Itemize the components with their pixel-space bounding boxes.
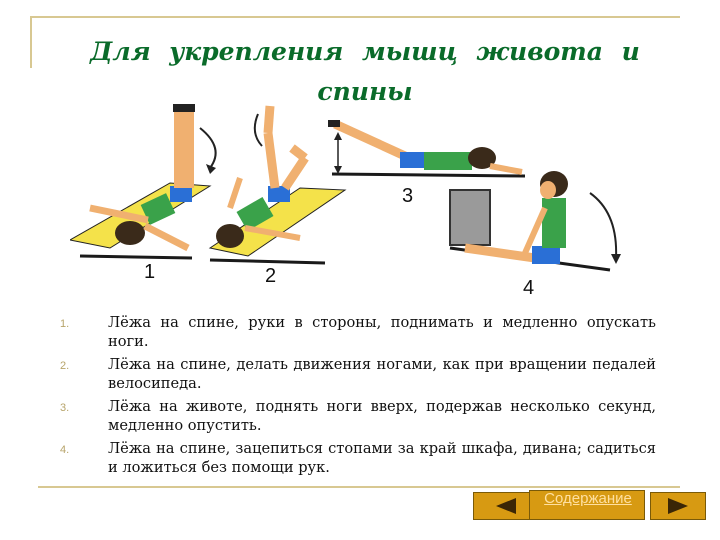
exercise-4-label: 4 bbox=[523, 277, 535, 298]
list-item-text: Лёжа на спине, делать движения ногами, как при вращении педалей велосипеда. bbox=[108, 356, 656, 392]
exercise-3-label: 3 bbox=[402, 185, 414, 207]
exercise-list bbox=[60, 313, 656, 481]
list-item-number: 2. bbox=[60, 360, 70, 372]
exercise-2-figure bbox=[210, 106, 345, 287]
list-item-text: Лёжа на спине, руки в стороны, поднимать и медленно опускать ноги. bbox=[108, 314, 656, 350]
exercise-1-figure bbox=[70, 104, 216, 283]
exercise-illustration bbox=[70, 98, 650, 298]
slide-title: Для укрепления мышц живота и спины bbox=[90, 37, 640, 106]
contents-button-label: Содержание bbox=[544, 490, 632, 507]
list-item bbox=[60, 313, 656, 351]
list-item-number: 4. bbox=[60, 444, 70, 456]
exercise-1-label: 1 bbox=[144, 261, 156, 283]
triangle-right-icon bbox=[666, 497, 690, 515]
exercise-3-figure bbox=[328, 120, 525, 207]
exercise-4-figure bbox=[450, 171, 621, 298]
exercise-2-label: 2 bbox=[265, 265, 277, 287]
list-item-number: 1. bbox=[60, 318, 70, 330]
next-button[interactable] bbox=[650, 492, 706, 520]
list-item-number: 3. bbox=[60, 402, 70, 414]
list-item bbox=[60, 397, 656, 435]
top-divider bbox=[30, 16, 680, 18]
left-divider bbox=[30, 16, 32, 68]
list-item-text: Лёжа на спине, зацепиться стопами за край шкафа, дивана; садиться и ложиться без помощи рук. bbox=[108, 440, 656, 476]
list-item bbox=[60, 355, 656, 393]
list-item-text: Лёжа на животе, поднять ноги вверх, подержав несколько секунд, медленно опустить. bbox=[108, 398, 656, 434]
list-item bbox=[60, 439, 656, 477]
bottom-divider bbox=[38, 486, 680, 488]
contents-button[interactable] bbox=[529, 490, 645, 520]
triangle-left-icon bbox=[494, 497, 518, 515]
